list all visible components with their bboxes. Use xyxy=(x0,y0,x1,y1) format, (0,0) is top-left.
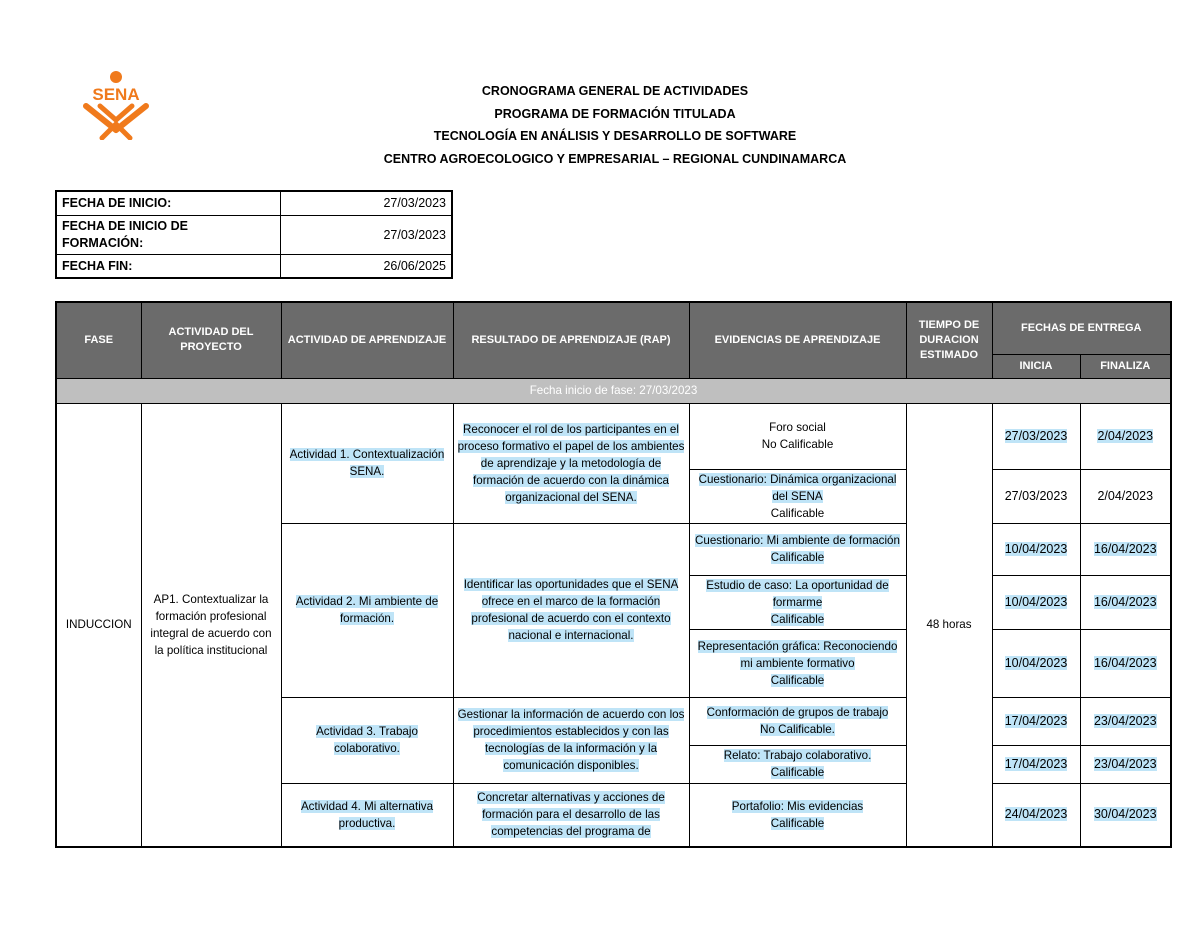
end-date: 16/04/2023 xyxy=(1093,655,1157,670)
activity-cell xyxy=(281,697,453,783)
end-date-cell xyxy=(1080,575,1171,629)
training-start-value: 27/03/2023 xyxy=(281,215,453,254)
document-header xyxy=(300,80,930,170)
sena-logo-icon xyxy=(80,70,152,140)
start-date-cell xyxy=(992,403,1080,469)
header-tiempo: TIEMPO DE DURACION ESTIMADO xyxy=(906,302,992,378)
activity-cell xyxy=(281,523,453,697)
evidence-grade: Calificable xyxy=(770,612,825,626)
duration-cell: 48 horas xyxy=(906,403,992,847)
start-date-label: FECHA DE INICIO: xyxy=(56,191,281,215)
end-date: 23/04/2023 xyxy=(1093,713,1157,728)
header-center: CENTRO AGROECOLOGICO Y EMPRESARIAL – REGIONAL CUNDINAMARCA xyxy=(383,151,847,166)
header-fechas: FECHAS DE ENTREGA xyxy=(992,302,1171,354)
evidence-title: Foro social xyxy=(769,421,826,434)
date-info-table xyxy=(55,190,453,279)
end-date-cell xyxy=(1080,403,1171,469)
header-technology: TECNOLOGÍA EN ANÁLISIS Y DESARROLLO DE SOFTWARE xyxy=(433,129,797,143)
header-rap: RESULTADO DE APRENDIZAJE (RAP) xyxy=(453,302,689,378)
evidence-grade: Calificable xyxy=(770,816,825,830)
rap-cell xyxy=(453,523,689,697)
start-date-cell xyxy=(992,697,1080,745)
rap-cell xyxy=(453,403,689,523)
header-title: CRONOGRAMA GENERAL DE ACTIVIDADES xyxy=(481,84,749,98)
header-actividad-proyecto: ACTIVIDAD DEL PROYECTO xyxy=(141,302,281,378)
start-date-cell xyxy=(992,745,1080,783)
evidence-title: Conformación de grupos de trabajo xyxy=(706,706,889,719)
end-date-cell xyxy=(1080,783,1171,847)
end-date: 16/04/2023 xyxy=(1093,594,1157,609)
schedule-table xyxy=(55,301,1172,848)
header-evidencias: EVIDENCIAS DE APRENDIZAJE xyxy=(689,302,906,378)
rap-cell xyxy=(453,783,689,847)
start-date: 17/04/2023 xyxy=(1004,713,1068,728)
start-date: 27/03/2023 xyxy=(1004,428,1068,443)
end-date-cell: 2/04/2023 xyxy=(1080,469,1171,523)
phase-start-row: Fecha inicio de fase: 27/03/2023 xyxy=(56,378,1171,403)
start-date-cell xyxy=(992,575,1080,629)
rap-text: Concretar alternativas y acciones de formación para el desarrollo de las competencias del programa de xyxy=(477,791,665,839)
evidence-cell xyxy=(689,469,906,523)
end-date-cell xyxy=(1080,745,1171,783)
evidence-grade: No Calificable. xyxy=(760,723,835,736)
training-start-label-line1: FECHA DE INICIO DE xyxy=(62,218,188,233)
end-date-cell xyxy=(1080,697,1171,745)
activity-cell xyxy=(281,783,453,847)
start-date-cell xyxy=(992,629,1080,697)
end-date: 30/04/2023 xyxy=(1093,807,1157,822)
evidence-cell xyxy=(689,523,906,575)
header-program: PROGRAMA DE FORMACIÓN TITULADA xyxy=(494,106,736,121)
header-inicia: INICIA xyxy=(992,354,1080,378)
evidence-title: Cuestionario: Dinámica organizacional del SENA xyxy=(698,472,897,503)
evidence-grade: Calificable xyxy=(770,506,825,520)
sena-logo xyxy=(80,70,152,140)
evidence-grade: No Calificable xyxy=(761,438,834,451)
activity-name: Actividad 1. Contextualización SENA. xyxy=(289,448,445,478)
evidence-cell xyxy=(689,575,906,629)
start-date: 24/04/2023 xyxy=(1004,807,1068,822)
start-date-cell xyxy=(992,783,1080,847)
rap-text: Reconocer el rol de los participantes en el proceso formativo el papel de los ambientes de aprendizaje y la metodología de formación de acuerdo con la dinámica organizacional del SENA. xyxy=(457,422,685,504)
end-date-value: 26/06/2025 xyxy=(281,254,453,278)
rap-text: Identificar las oportunidades que el SENA ofrece en el marco de la formación profesional de acuerdo con el contexto nacional e internacional. xyxy=(463,578,679,642)
header-actividad-aprendizaje: ACTIVIDAD DE APRENDIZAJE xyxy=(281,302,453,378)
evidence-title: Portafolio: Mis evidencias xyxy=(731,799,864,813)
activity-cell xyxy=(281,403,453,523)
svg-text:SENA: SENA xyxy=(92,85,140,104)
start-date: 10/04/2023 xyxy=(1004,541,1068,556)
activity-name: Actividad 2. Mi ambiente de formación. xyxy=(295,595,439,625)
project-activity-cell: AP1. Contextualizar la formación profesional integral de acuerdo con la política institucional xyxy=(141,403,281,847)
training-start-label xyxy=(56,215,281,254)
start-date-cell: 27/03/2023 xyxy=(992,469,1080,523)
evidence-grade: Calificable xyxy=(770,551,825,564)
evidence-title: Representación gráfica: Reconociendo mi ambiente formativo xyxy=(697,639,898,670)
evidence-cell xyxy=(689,783,906,847)
rap-cell xyxy=(453,697,689,783)
start-date-value: 27/03/2023 xyxy=(281,191,453,215)
end-date-cell xyxy=(1080,629,1171,697)
end-date-label: FECHA FIN: xyxy=(56,254,281,278)
header-finaliza: FINALIZA xyxy=(1080,354,1171,378)
evidence-cell xyxy=(689,697,906,745)
evidence-title: Relato: Trabajo colaborativo. xyxy=(723,749,872,762)
training-start-label-line2: FORMACIÓN: xyxy=(62,235,144,250)
evidence-grade: Calificable xyxy=(770,673,825,687)
evidence-title: Estudio de caso: La oportunidad de formarme xyxy=(706,578,889,609)
end-date: 2/04/2023 xyxy=(1097,428,1154,443)
end-date-cell xyxy=(1080,523,1171,575)
evidence-cell xyxy=(689,629,906,697)
evidence-cell xyxy=(689,403,906,469)
header-fase: FASE xyxy=(56,302,141,378)
end-date: 16/04/2023 xyxy=(1093,541,1157,556)
evidence-title: Cuestionario: Mi ambiente de formación xyxy=(695,534,900,547)
start-date-cell xyxy=(992,523,1080,575)
start-date: 17/04/2023 xyxy=(1004,756,1068,771)
evidence-grade: Calificable xyxy=(770,766,825,779)
evidence-cell xyxy=(689,745,906,783)
fase-cell: INDUCCION xyxy=(56,403,141,847)
start-date: 10/04/2023 xyxy=(1004,655,1068,670)
rap-text: Gestionar la información de acuerdo con los procedimientos establecidos y con las tecnologías de la información y la comunicación disponibles. xyxy=(457,708,685,772)
activity-name: Actividad 4. Mi alternativa productiva. xyxy=(300,799,434,830)
activity-name: Actividad 3. Trabajo colaborativo. xyxy=(316,725,418,755)
start-date: 10/04/2023 xyxy=(1004,594,1068,609)
end-date: 23/04/2023 xyxy=(1093,756,1157,771)
